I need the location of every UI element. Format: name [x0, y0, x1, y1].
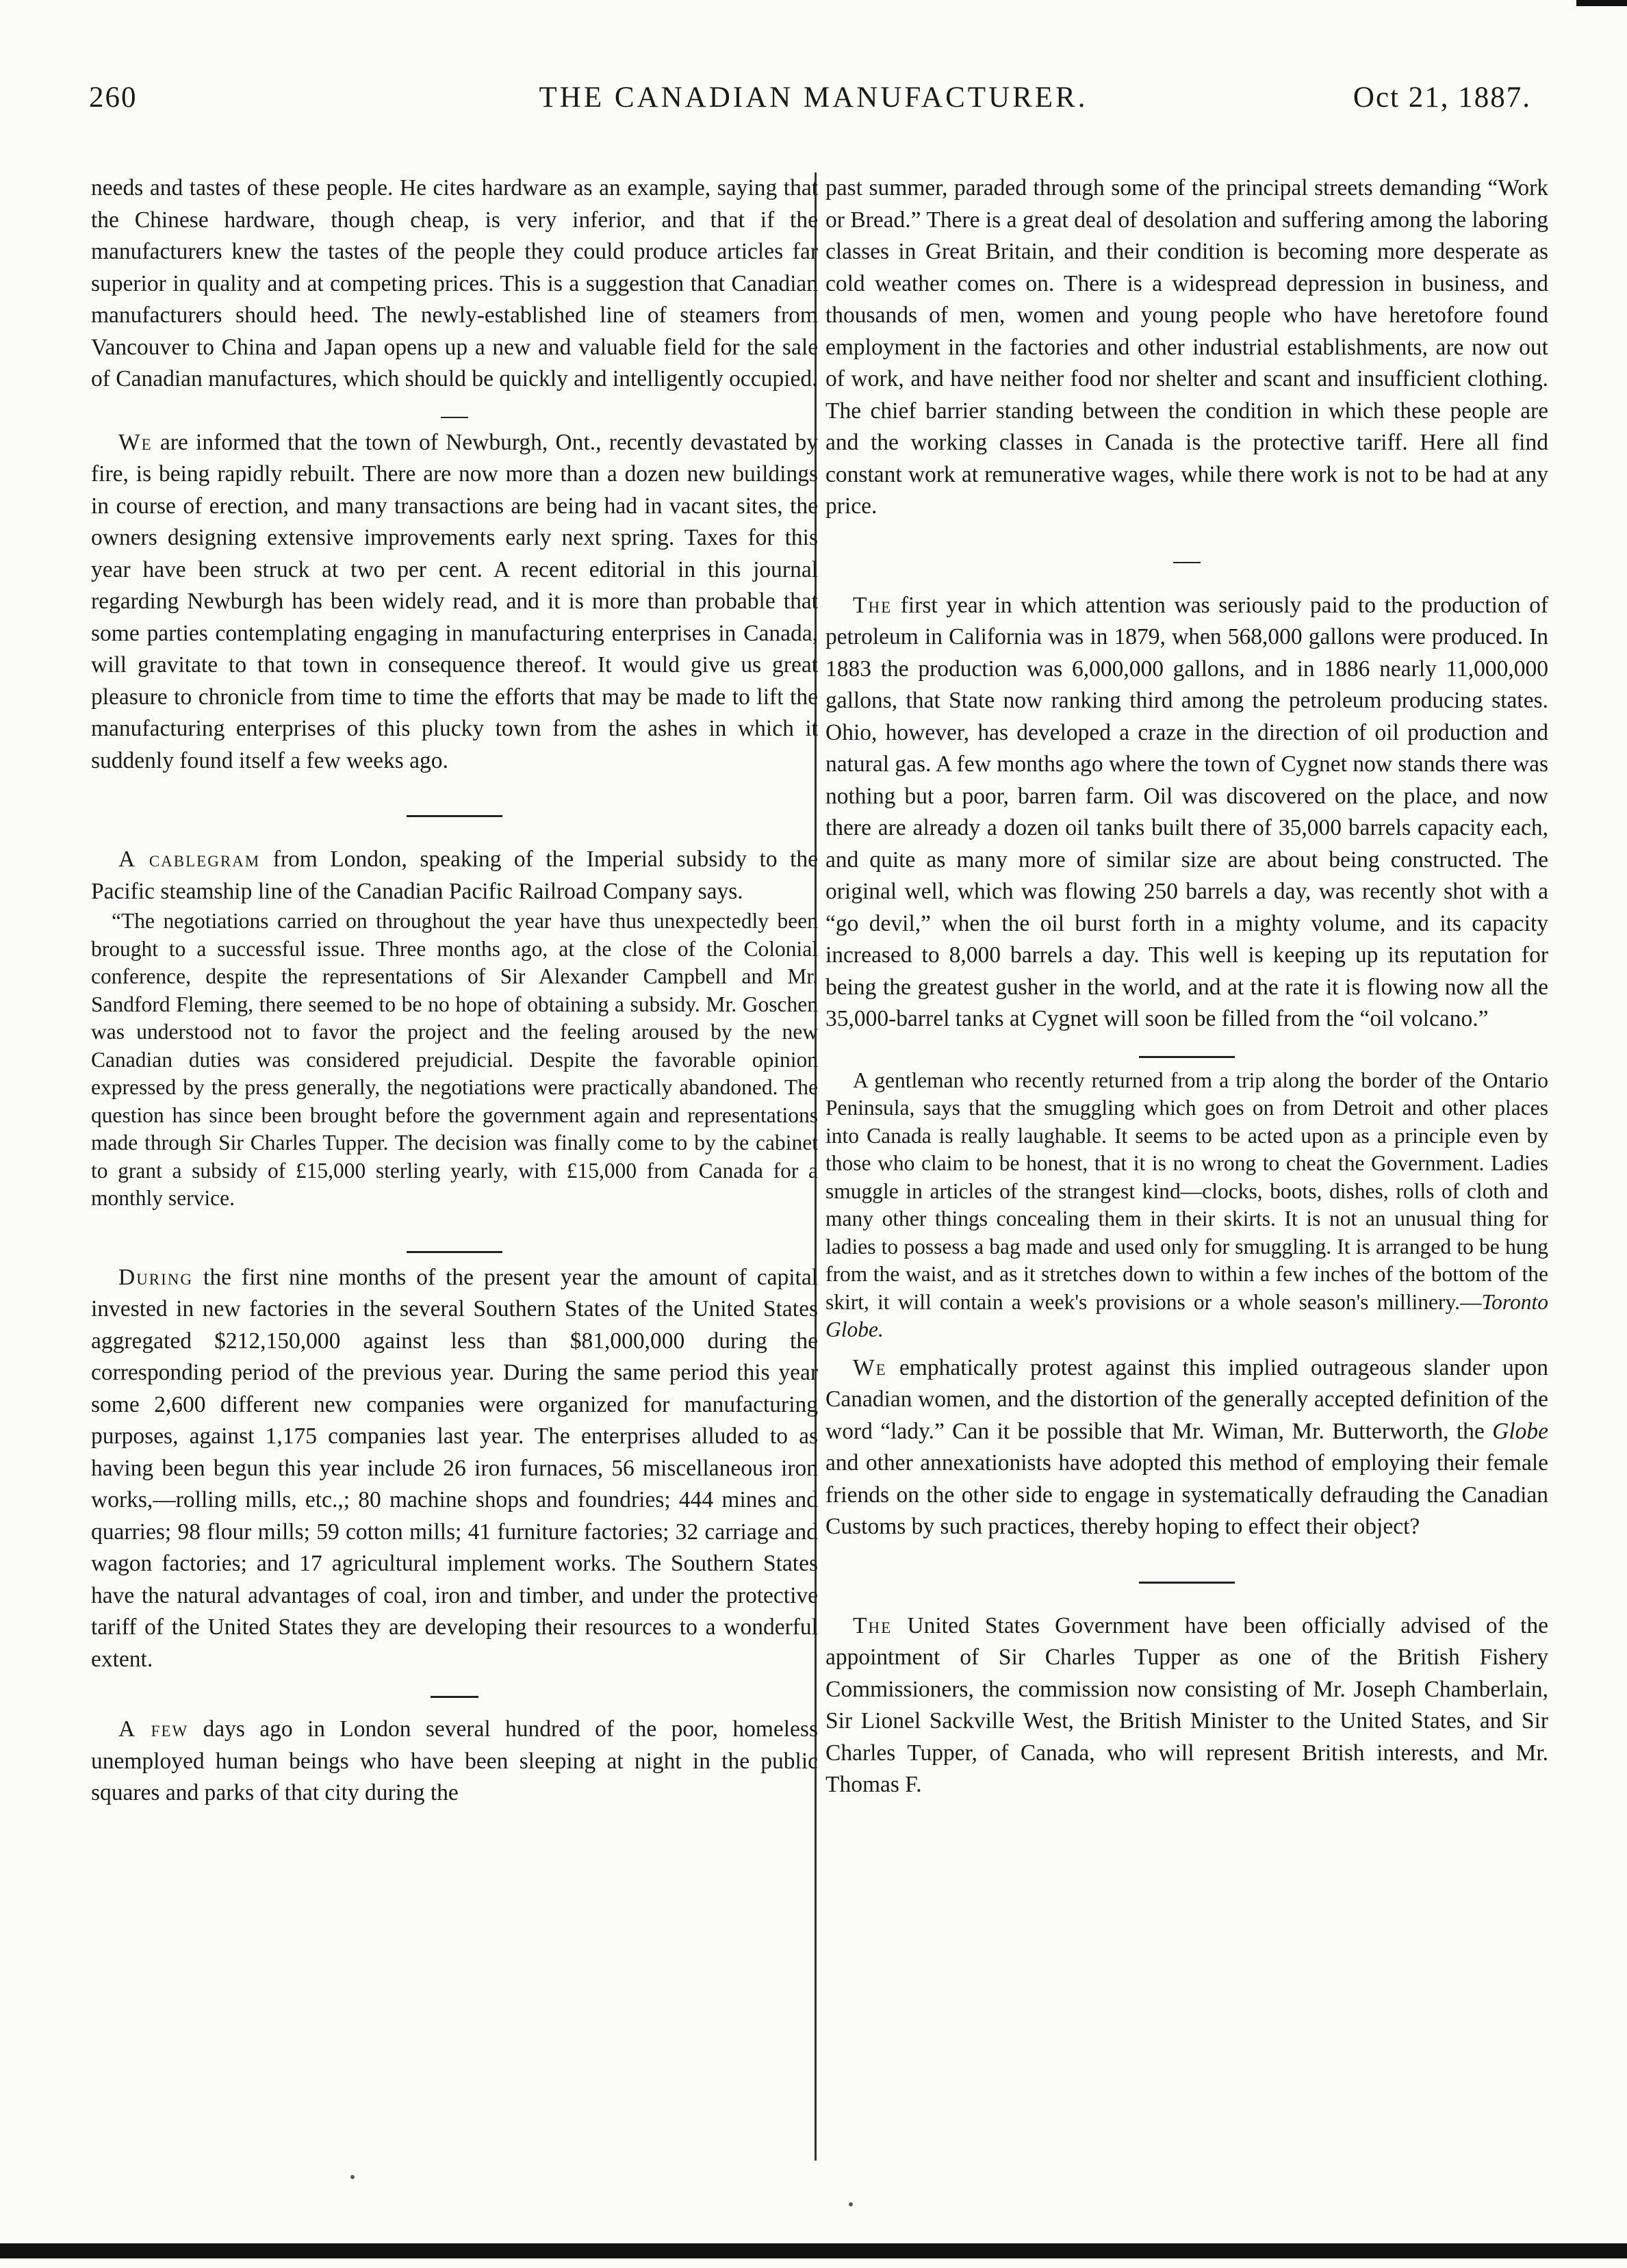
globe-reference: Globe	[1492, 1418, 1548, 1444]
lead-word: A cablegram	[118, 847, 261, 872]
article-text: emphatically protest against this implied outrageous slander upon Canadian women, and the distortion of the generally accepted definition of the word “lady.” Can it be possible that Mr. Wiman, Mr. Butterworth, the	[825, 1354, 1548, 1444]
lead-word: A few	[118, 1716, 189, 1742]
quote-source: Toronto Globe.	[825, 1289, 1548, 1341]
article-text: past summer, paraded through some of the principal streets demanding “Work or Bread.” There is a great deal of desolation and suffering among the laboring classes in Great Britain, and their condition is becoming more desperate as cold weather comes on. There is a widespread depression in business, and thousands of men, women and young people who have heretofore found employment in the factories and other industrial establishments, are now out of work, and have neither food nor shelter and scant and insufficient clothing. The chief barrier standing between the condition in which these people are and the working classes in Canada is the protective tariff. Here all find constant work at remunerative wages, while there work is not to be had at any price.	[825, 175, 1548, 519]
lead-word: We	[118, 429, 153, 455]
separator	[91, 396, 818, 427]
left-column	[91, 172, 818, 1809]
separator	[91, 1675, 818, 1707]
article-petroleum	[825, 590, 1548, 1035]
quote-text: “The negotiations carried on throughout the year have thus unexpectedly been brought to a successful issue. Three months ago, at the close of the Colonial conference, despite the representations of Sir Alexander Campbell and Mr. Sandford Fleming, there seemed to be no hope of obtaining a subsidy. Mr. Goschen was understood not to favor the project and the feeling aroused by the new Canadian duties was considered prejudicial. Despite the favorable opinion expressed by the press generally, the negotiations were practically abandoned. The question has since been brought before the government again and representations made through Sir Charles Tupper. The decision was finally come to by the cabinet to grant a subsidy of £15,000 sterling yearly, with £15,000 from Canada for a monthly service.	[91, 909, 818, 1210]
ink-fleck	[849, 2202, 853, 2206]
article-text: first year in which attention was seriously paid to the production of petroleum in California was in 1879, when 568,000 gallons were produced. In 1883 the production was 6,000,000 gallons, and in 1886 nearly 11,000,000 gallons, that State now ranking third among the petroleum producing states. Ohio, however, has developed a craze in the direction of oil production and natural gas. A few months ago where the town of Cygnet now stands there was nothing but a poor, barren farm. Oil was discovered on the place, and now there are already a dozen oil tanks built there of 35,000 barrels capacity each, and quite as many more of similar size are about being constructed. The original well, which was flowing 250 barrels a day, was recently shot with a “go devil,” when the oil burst forth in a mighty volume, and its capacity increased to 8,000 barrels a day. This well is keeping up its reputation for being the greatest gusher in the world, and at the rate it is flowing now all the 35,000-barrel tanks at Cygnet will soon be filled from the “oil volcano.”	[825, 592, 1548, 1031]
article-london-poor-continued	[825, 172, 1548, 523]
article-text: days ago in London several hundred of the poor, homeless unemployed human beings who have been sleeping at night in the public squares and parks of that city during the	[91, 1716, 818, 1805]
article-newburgh	[91, 427, 818, 777]
article-text: are informed that the town of Newburgh, Ont., recently devastated by fire, is being rapidly rebuilt. There are now more than a dozen new buildings in course of erection, and many transactions are being had in vacant sites, the owners designing extensive improvements early next spring. Taxes for this year have been struck at two per cent. A recent editorial in this journal regarding Newburgh has been widely read, and it is more than probable that some parties contemplating engaging in manufacturing enterprises in Canada, will gravitate to that town in consequence thereof. It would give us great pleasure to chronicle from time to time the efforts that may be made to lift the manufacturing enterprises of this plucky town from the ashes in which it suddenly found itself a few weeks ago.	[91, 429, 818, 773]
ink-fleck	[350, 2175, 355, 2179]
right-column	[825, 172, 1548, 1801]
separator	[91, 1230, 818, 1262]
article-text: and other annexationists have adopted this method of employing their female friends on the other side to engage in systematically defrauding the Canadian Customs by such practices, thereby hoping to effect their object?	[825, 1450, 1548, 1539]
separator	[91, 795, 818, 826]
separator	[825, 1035, 1548, 1067]
lead-word: The	[853, 592, 893, 618]
article-cablegram	[91, 844, 818, 907]
bottom-edge-rule	[0, 2243, 1627, 2258]
article-text: the first nine months of the present year the amount of capital invested in new factories in the several Southern States of the United States aggregated $212,150,000 against less than $81,000,000 during the corresponding period of the previous year. During the same period this year some 2,600 different new companies were organized for manufacturing purposes, against 1,175 companies last year. The enterprises alluded to as having been begun this year include 26 iron furnaces, 56 miscellaneous iron works,—rolling mills, etc.,; 80 machine shops and foundries; 444 mines and quarries; 98 flour mills; 59 cotton mills; 41 furniture factories; 32 carriage and wagon factories; and 17 agricultural implement works. The Southern States have the natural advantages of coal, iron and timber, and under the protective tariff of the United States they are developing their resources to a wonderful extent.	[91, 1264, 818, 1672]
article-text: from London, speaking of the Imperial subsidy to the Pacific steamship line of the Canadian Pacific Railroad Company says.	[91, 847, 818, 904]
page-header	[89, 81, 1538, 129]
article-london-poor	[91, 1714, 818, 1809]
article-smuggling-quote	[825, 1067, 1548, 1344]
lead-word: The	[853, 1612, 893, 1638]
separator	[825, 541, 1548, 572]
article-text: needs and tastes of these people. He cites hardware as an example, saying that the Chinese hardware, though cheap, is very inferior, and that if the manufacturers knew the tastes of the people they could produce articles far superior in quality and at competing prices. This is a suggestion that Canadian manufacturers should heed. The newly-established line of steamers from Vancouver to China and Japan opens up a new and valuable field for the sale of Canadian manufactures, which should be quickly and intelligently occupied.	[91, 175, 818, 391]
lead-word: We	[853, 1354, 887, 1380]
separator	[825, 1561, 1548, 1593]
article-text: United States Government have been officially advised of the appointment of Sir Charles Tupper as one of the British Fishery Commissioners, the commission now consisting of Mr. Joseph Chamberlain, Sir Lionel Sackville West, the British Minister to the United States, and Sir Charles Tupper, of Canada, who will represent British interests, and Mr. Thomas F.	[825, 1612, 1548, 1797]
top-edge-rule	[1576, 0, 1627, 6]
article-southern-states	[91, 1262, 818, 1676]
article-asia-trade	[91, 172, 818, 396]
publication-title: THE CANADIAN MANUFACTURER.	[539, 81, 1088, 114]
article-smuggling-protest	[825, 1352, 1548, 1543]
cablegram-quote	[91, 907, 818, 1213]
article-fishery-commission	[825, 1610, 1548, 1801]
page-number: 260	[89, 81, 138, 114]
issue-date: Oct 21, 1887.	[1353, 81, 1531, 114]
lead-word: During	[118, 1264, 194, 1290]
article-text: A gentleman who recently returned from a trip along the border of the Ontario Peninsula, says that the smuggling which goes on from Detroit and other places into Canada is really laughable. It seems to be acted upon as a principle even by those who claim to be honest, that it is no wrong to cheat the Government. Ladies smuggle in articles of the strangest kind—clocks, boots, dishes, rolls of cloth and many other things concealing them in their skirts. It is not an unusual thing for ladies to possess a bag made and used only for smuggling. It is arranged to be hung from the waist, and as it stretches down to within a few inches of the bottom of the skirt, it will contain a week's provisions or a whole season's millinery.—	[825, 1068, 1548, 1314]
